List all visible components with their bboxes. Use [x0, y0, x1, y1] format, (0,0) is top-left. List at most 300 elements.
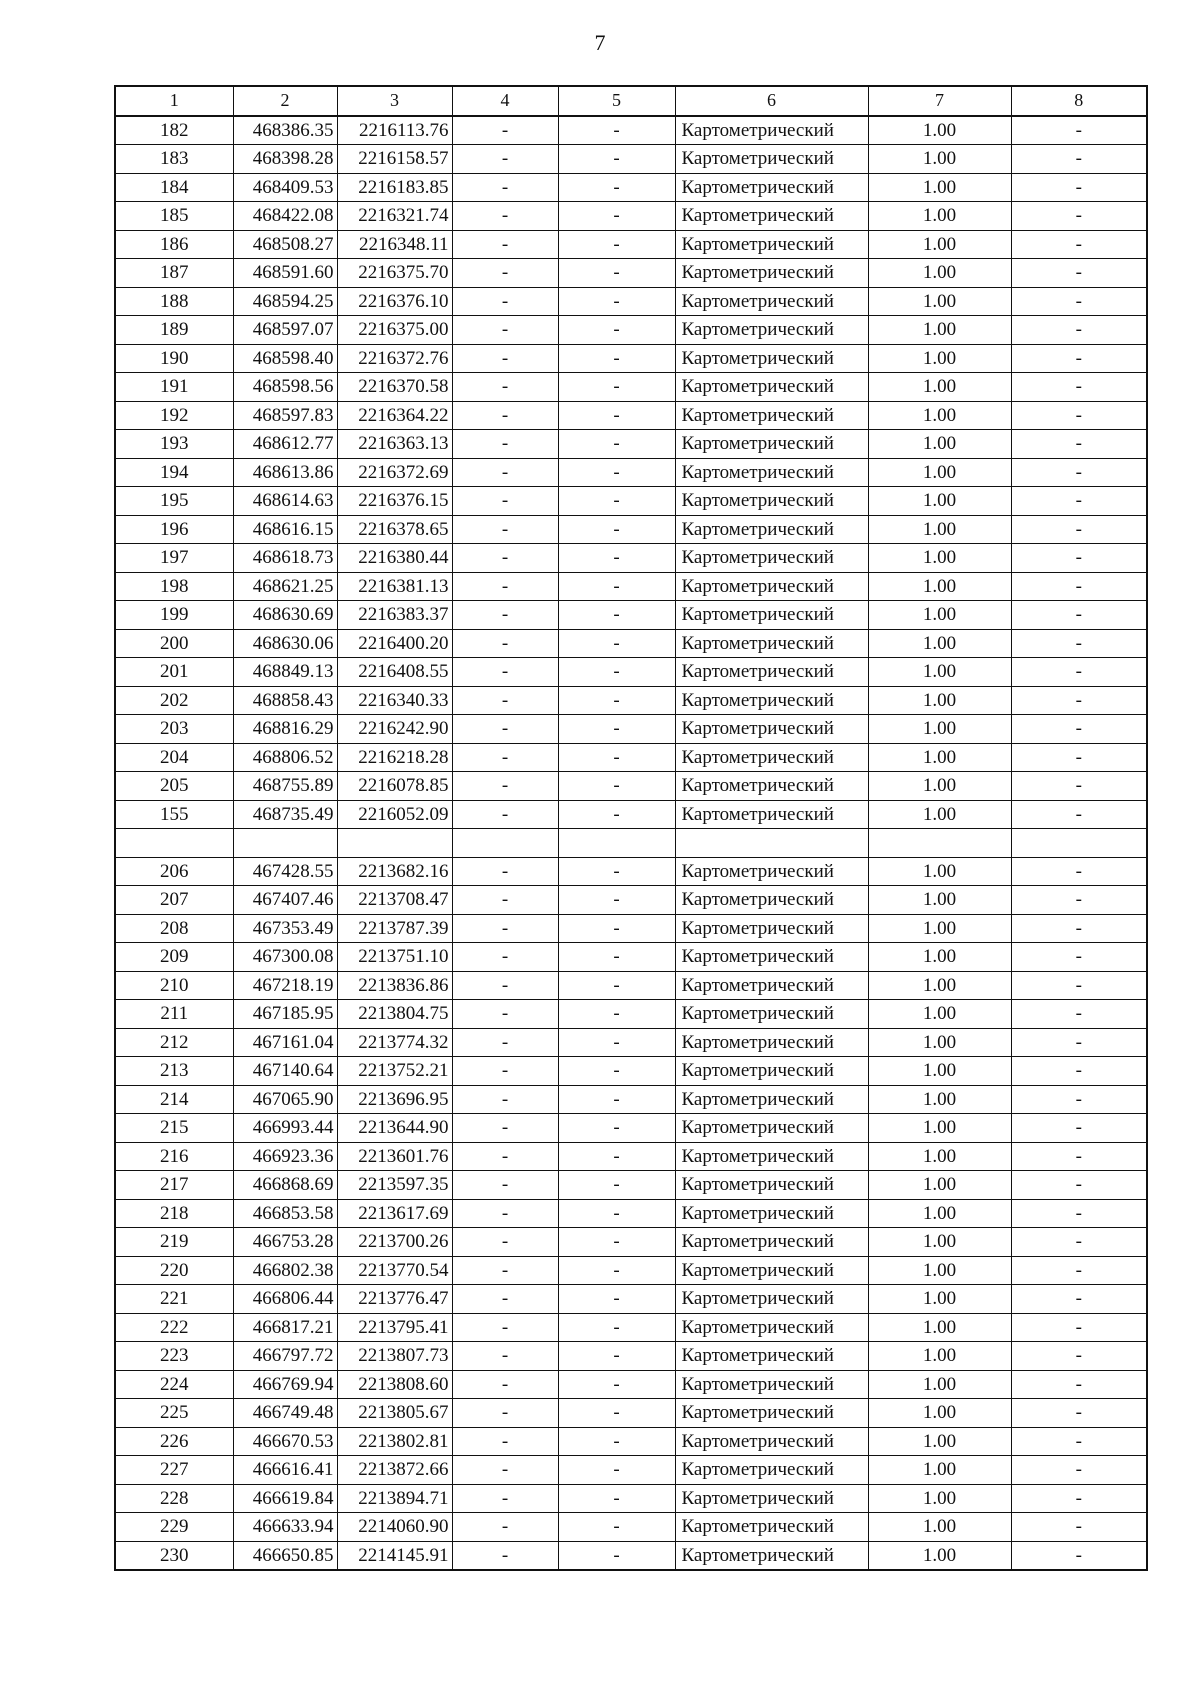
accuracy-cell: 1.00 [868, 1000, 1011, 1029]
column-5-cell: - [558, 629, 675, 658]
y-coordinate-cell: 2213802.81 [337, 1427, 452, 1456]
column-8-cell: - [1011, 1000, 1147, 1029]
table-row [115, 1399, 1147, 1428]
column-8-cell: - [1011, 943, 1147, 972]
accuracy-cell: 1.00 [868, 316, 1011, 345]
method-cell: Картометрический [675, 1199, 868, 1228]
accuracy-cell: 1.00 [868, 1342, 1011, 1371]
accuracy-cell: 1.00 [868, 1142, 1011, 1171]
method-cell: Картометрический [675, 743, 868, 772]
point-number-cell: 185 [115, 202, 233, 231]
x-coordinate-cell: 466853.58 [233, 1199, 337, 1228]
table-row [115, 458, 1147, 487]
column-5-cell: - [558, 971, 675, 1000]
point-number-cell: 208 [115, 914, 233, 943]
y-coordinate-cell: 2213644.90 [337, 1114, 452, 1143]
y-coordinate-cell: 2213696.95 [337, 1085, 452, 1114]
method-cell: Картометрический [675, 1342, 868, 1371]
column-5-cell: - [558, 1541, 675, 1570]
column-4-cell: - [452, 772, 558, 801]
column-4-cell: - [452, 629, 558, 658]
column-8-cell: - [1011, 458, 1147, 487]
column-5-cell: - [558, 686, 675, 715]
column-5-cell: - [558, 544, 675, 573]
accuracy-cell: 1.00 [868, 344, 1011, 373]
table-row [115, 1000, 1147, 1029]
column-4-cell: - [452, 743, 558, 772]
column-4-cell: - [452, 1114, 558, 1143]
x-coordinate-cell: 468598.40 [233, 344, 337, 373]
column-8-cell: - [1011, 344, 1147, 373]
column-4-cell: - [452, 572, 558, 601]
header-cell: 8 [1011, 86, 1147, 116]
x-coordinate-cell: 468613.86 [233, 458, 337, 487]
point-number-cell: 224 [115, 1370, 233, 1399]
accuracy-cell: 1.00 [868, 515, 1011, 544]
x-coordinate-cell: 466633.94 [233, 1513, 337, 1542]
y-coordinate-cell: 2216183.85 [337, 173, 452, 202]
accuracy-cell: 1.00 [868, 886, 1011, 915]
column-8-cell: - [1011, 800, 1147, 829]
column-8-cell: - [1011, 1456, 1147, 1485]
point-number-cell: 220 [115, 1256, 233, 1285]
point-number-cell: 198 [115, 572, 233, 601]
method-cell: Картометрический [675, 601, 868, 630]
accuracy-cell: 1.00 [868, 1427, 1011, 1456]
column-4-cell: - [452, 1142, 558, 1171]
x-coordinate-cell: 468849.13 [233, 658, 337, 687]
y-coordinate-cell: 2216372.69 [337, 458, 452, 487]
y-coordinate-cell: 2216375.00 [337, 316, 452, 345]
column-5-cell: - [558, 800, 675, 829]
y-coordinate-cell: 2214060.90 [337, 1513, 452, 1542]
table-row [115, 857, 1147, 886]
column-4-cell: - [452, 886, 558, 915]
column-5-cell: - [558, 1399, 675, 1428]
y-coordinate-cell: 2216376.10 [337, 287, 452, 316]
column-5-cell: - [558, 430, 675, 459]
column-8-cell: - [1011, 572, 1147, 601]
y-coordinate-cell: 2216113.76 [337, 116, 452, 145]
point-number-cell: 218 [115, 1199, 233, 1228]
x-coordinate-cell: 468614.63 [233, 487, 337, 516]
y-coordinate-cell: 2213807.73 [337, 1342, 452, 1371]
table-row [115, 1228, 1147, 1257]
column-4-cell: - [452, 344, 558, 373]
column-4-cell: - [452, 287, 558, 316]
x-coordinate-cell: 468597.07 [233, 316, 337, 345]
x-coordinate-cell: 468409.53 [233, 173, 337, 202]
accuracy-cell: 1.00 [868, 1399, 1011, 1428]
accuracy-cell: 1.00 [868, 800, 1011, 829]
x-coordinate-cell: 468597.83 [233, 401, 337, 430]
point-number-cell: 183 [115, 145, 233, 174]
column-4-cell: - [452, 458, 558, 487]
accuracy-cell: 1.00 [868, 1199, 1011, 1228]
column-8-cell: - [1011, 772, 1147, 801]
column-8-cell: - [1011, 487, 1147, 516]
column-8-cell: - [1011, 715, 1147, 744]
accuracy-cell: 1.00 [868, 572, 1011, 601]
column-4-cell: - [452, 943, 558, 972]
column-8-cell: - [1011, 116, 1147, 145]
point-number-cell: 187 [115, 259, 233, 288]
method-cell: Картометрический [675, 487, 868, 516]
column-5-cell: - [558, 1484, 675, 1513]
y-coordinate-cell: 2216408.55 [337, 658, 452, 687]
x-coordinate-cell: 466797.72 [233, 1342, 337, 1371]
column-5-cell: - [558, 1199, 675, 1228]
y-coordinate-cell: 2213700.26 [337, 1228, 452, 1257]
x-coordinate-cell: 467185.95 [233, 1000, 337, 1029]
column-4-cell [452, 829, 558, 858]
x-coordinate-cell: 468755.89 [233, 772, 337, 801]
table-row [115, 914, 1147, 943]
point-number-cell: 215 [115, 1114, 233, 1143]
column-8-cell: - [1011, 544, 1147, 573]
accuracy-cell: 1.00 [868, 1114, 1011, 1143]
column-5-cell: - [558, 1142, 675, 1171]
point-number-cell: 225 [115, 1399, 233, 1428]
column-8-cell: - [1011, 287, 1147, 316]
y-coordinate-cell: 2216158.57 [337, 145, 452, 174]
accuracy-cell: 1.00 [868, 1171, 1011, 1200]
accuracy-cell: 1.00 [868, 373, 1011, 402]
column-4-cell: - [452, 1171, 558, 1200]
x-coordinate-cell: 466650.85 [233, 1541, 337, 1570]
column-4-cell: - [452, 1228, 558, 1257]
column-8-cell: - [1011, 1541, 1147, 1570]
column-8-cell: - [1011, 914, 1147, 943]
table-row [115, 430, 1147, 459]
method-cell: Картометрический [675, 458, 868, 487]
column-8-cell: - [1011, 1085, 1147, 1114]
column-8-cell: - [1011, 401, 1147, 430]
column-5-cell: - [558, 458, 675, 487]
point-number-cell: 227 [115, 1456, 233, 1485]
method-cell: Картометрический [675, 316, 868, 345]
method-cell: Картометрический [675, 686, 868, 715]
x-coordinate-cell: 467407.46 [233, 886, 337, 915]
table-row [115, 658, 1147, 687]
column-5-cell: - [558, 1228, 675, 1257]
column-8-cell [1011, 829, 1147, 858]
column-5-cell: - [558, 173, 675, 202]
method-cell: Картометрический [675, 1541, 868, 1570]
method-cell: Картометрический [675, 173, 868, 202]
point-number-cell: 216 [115, 1142, 233, 1171]
point-number-cell: 197 [115, 544, 233, 573]
x-coordinate-cell: 466619.84 [233, 1484, 337, 1513]
method-cell: Картометрический [675, 715, 868, 744]
accuracy-cell: 1.00 [868, 1256, 1011, 1285]
point-number-cell: 193 [115, 430, 233, 459]
column-4-cell: - [452, 230, 558, 259]
column-4-cell: - [452, 1028, 558, 1057]
point-number-cell: 204 [115, 743, 233, 772]
x-coordinate-cell: 467300.08 [233, 943, 337, 972]
column-4-cell: - [452, 544, 558, 573]
method-cell: Картометрический [675, 800, 868, 829]
table-row [115, 316, 1147, 345]
accuracy-cell: 1.00 [868, 1285, 1011, 1314]
column-4-cell: - [452, 202, 558, 231]
header-cell: 5 [558, 86, 675, 116]
point-number-cell: 223 [115, 1342, 233, 1371]
point-number-cell: 195 [115, 487, 233, 516]
column-8-cell: - [1011, 515, 1147, 544]
column-8-cell: - [1011, 971, 1147, 1000]
method-cell: Картометрический [675, 1513, 868, 1542]
point-number-cell: 203 [115, 715, 233, 744]
method-cell: Картометрический [675, 914, 868, 943]
column-8-cell: - [1011, 658, 1147, 687]
accuracy-cell: 1.00 [868, 658, 1011, 687]
table-row [115, 601, 1147, 630]
accuracy-cell: 1.00 [868, 715, 1011, 744]
column-4-cell: - [452, 1000, 558, 1029]
table-row [115, 971, 1147, 1000]
x-coordinate-cell: 468594.25 [233, 287, 337, 316]
y-coordinate-cell: 2213787.39 [337, 914, 452, 943]
column-8-cell: - [1011, 202, 1147, 231]
column-4-cell: - [452, 316, 558, 345]
table-row [115, 344, 1147, 373]
column-8-cell: - [1011, 1142, 1147, 1171]
x-coordinate-cell: 467161.04 [233, 1028, 337, 1057]
accuracy-cell: 1.00 [868, 1370, 1011, 1399]
method-cell: Картометрический [675, 572, 868, 601]
y-coordinate-cell: 2213836.86 [337, 971, 452, 1000]
y-coordinate-cell: 2213808.60 [337, 1370, 452, 1399]
table-row [115, 487, 1147, 516]
column-5-cell: - [558, 1256, 675, 1285]
column-5-cell: - [558, 1313, 675, 1342]
table-row [115, 173, 1147, 202]
x-coordinate-cell: 468858.43 [233, 686, 337, 715]
accuracy-cell: 1.00 [868, 430, 1011, 459]
accuracy-cell: 1.00 [868, 173, 1011, 202]
column-4-cell: - [452, 715, 558, 744]
column-5-cell: - [558, 259, 675, 288]
table-row [115, 1171, 1147, 1200]
x-coordinate-cell: 466923.36 [233, 1142, 337, 1171]
column-5-cell: - [558, 373, 675, 402]
column-5-cell: - [558, 1427, 675, 1456]
point-number-cell: 209 [115, 943, 233, 972]
y-coordinate-cell: 2216375.70 [337, 259, 452, 288]
column-4-cell: - [452, 401, 558, 430]
column-4-cell: - [452, 1370, 558, 1399]
x-coordinate-cell: 468398.28 [233, 145, 337, 174]
point-number-cell: 191 [115, 373, 233, 402]
column-5-cell: - [558, 230, 675, 259]
table-row [115, 686, 1147, 715]
method-cell: Картометрический [675, 515, 868, 544]
column-4-cell: - [452, 1199, 558, 1228]
method-cell: Картометрический [675, 116, 868, 145]
x-coordinate-cell: 467428.55 [233, 857, 337, 886]
column-8-cell: - [1011, 1228, 1147, 1257]
table-row [115, 1142, 1147, 1171]
x-coordinate-cell: 468591.60 [233, 259, 337, 288]
y-coordinate-cell: 2216378.65 [337, 515, 452, 544]
accuracy-cell: 1.00 [868, 401, 1011, 430]
accuracy-cell: 1.00 [868, 202, 1011, 231]
point-number-cell [115, 829, 233, 858]
column-4-cell: - [452, 1085, 558, 1114]
column-5-cell: - [558, 1028, 675, 1057]
column-5-cell [558, 829, 675, 858]
column-4-cell: - [452, 658, 558, 687]
method-cell: Картометрический [675, 1427, 868, 1456]
y-coordinate-cell: 2216321.74 [337, 202, 452, 231]
method-cell: Картометрический [675, 202, 868, 231]
accuracy-cell: 1.00 [868, 230, 1011, 259]
table-row [115, 515, 1147, 544]
method-cell: Картометрический [675, 1285, 868, 1314]
y-coordinate-cell [337, 829, 452, 858]
method-cell: Картометрический [675, 1085, 868, 1114]
point-number-cell: 194 [115, 458, 233, 487]
point-number-cell: 155 [115, 800, 233, 829]
method-cell: Картометрический [675, 544, 868, 573]
accuracy-cell: 1.00 [868, 601, 1011, 630]
header-cell: 1 [115, 86, 233, 116]
column-8-cell: - [1011, 1399, 1147, 1428]
accuracy-cell: 1.00 [868, 145, 1011, 174]
accuracy-cell: 1.00 [868, 287, 1011, 316]
column-5-cell: - [558, 572, 675, 601]
column-8-cell: - [1011, 1057, 1147, 1086]
table-row [115, 373, 1147, 402]
column-8-cell: - [1011, 173, 1147, 202]
column-5-cell: - [558, 1114, 675, 1143]
y-coordinate-cell: 2216383.37 [337, 601, 452, 630]
accuracy-cell: 1.00 [868, 1228, 1011, 1257]
accuracy-cell: 1.00 [868, 1028, 1011, 1057]
table-row [115, 1199, 1147, 1228]
column-4-cell: - [452, 1399, 558, 1428]
column-5-cell: - [558, 287, 675, 316]
point-number-cell: 184 [115, 173, 233, 202]
column-4-cell: - [452, 1456, 558, 1485]
point-number-cell: 196 [115, 515, 233, 544]
header-cell: 3 [337, 86, 452, 116]
point-number-cell: 186 [115, 230, 233, 259]
column-8-cell: - [1011, 686, 1147, 715]
accuracy-cell: 1.00 [868, 686, 1011, 715]
header-cell: 4 [452, 86, 558, 116]
column-4-cell: - [452, 173, 558, 202]
point-number-cell: 200 [115, 629, 233, 658]
column-8-cell: - [1011, 1114, 1147, 1143]
column-4-cell: - [452, 686, 558, 715]
table-row [115, 116, 1147, 145]
column-4-cell: - [452, 914, 558, 943]
x-coordinate-cell: 467065.90 [233, 1085, 337, 1114]
y-coordinate-cell: 2213872.66 [337, 1456, 452, 1485]
method-cell: Картометрический [675, 1313, 868, 1342]
header-row [115, 86, 1147, 116]
column-5-cell: - [558, 914, 675, 943]
method-cell: Картометрический [675, 1000, 868, 1029]
y-coordinate-cell: 2213617.69 [337, 1199, 452, 1228]
x-coordinate-cell: 468630.06 [233, 629, 337, 658]
column-4-cell: - [452, 857, 558, 886]
table-row [115, 743, 1147, 772]
column-5-cell: - [558, 202, 675, 231]
table-row [115, 1057, 1147, 1086]
table-row [115, 715, 1147, 744]
column-5-cell: - [558, 857, 675, 886]
column-8-cell: - [1011, 857, 1147, 886]
column-8-cell: - [1011, 1370, 1147, 1399]
column-8-cell: - [1011, 1513, 1147, 1542]
x-coordinate-cell: 467218.19 [233, 971, 337, 1000]
page-number: 7 [594, 30, 606, 55]
method-cell: Картометрический [675, 430, 868, 459]
column-8-cell: - [1011, 743, 1147, 772]
header-cell: 7 [868, 86, 1011, 116]
table-row [115, 401, 1147, 430]
method-cell: Картометрический [675, 857, 868, 886]
table-row [115, 1313, 1147, 1342]
x-coordinate-cell: 466769.94 [233, 1370, 337, 1399]
column-5-cell: - [558, 515, 675, 544]
point-number-cell: 221 [115, 1285, 233, 1314]
point-number-cell: 189 [115, 316, 233, 345]
y-coordinate-cell: 2216348.11 [337, 230, 452, 259]
column-5-cell: - [558, 145, 675, 174]
column-8-cell: - [1011, 1484, 1147, 1513]
accuracy-cell: 1.00 [868, 259, 1011, 288]
y-coordinate-cell: 2213776.47 [337, 1285, 452, 1314]
y-coordinate-cell: 2213682.16 [337, 857, 452, 886]
table-row [115, 886, 1147, 915]
table-body [115, 116, 1147, 1571]
x-coordinate-cell: 468422.08 [233, 202, 337, 231]
y-coordinate-cell: 2213708.47 [337, 886, 452, 915]
column-8-cell: - [1011, 1342, 1147, 1371]
x-coordinate-cell: 468735.49 [233, 800, 337, 829]
column-5-cell: - [558, 886, 675, 915]
x-coordinate-cell: 467140.64 [233, 1057, 337, 1086]
table-row [115, 544, 1147, 573]
method-cell: Картометрический [675, 1456, 868, 1485]
column-5-cell: - [558, 344, 675, 373]
x-coordinate-cell [233, 829, 337, 858]
x-coordinate-cell: 468630.69 [233, 601, 337, 630]
column-5-cell: - [558, 1057, 675, 1086]
y-coordinate-cell: 2213774.32 [337, 1028, 452, 1057]
method-cell: Картометрический [675, 1028, 868, 1057]
method-cell: Картометрический [675, 145, 868, 174]
method-cell: Картометрический [675, 943, 868, 972]
table-row [115, 145, 1147, 174]
column-5-cell: - [558, 316, 675, 345]
column-4-cell: - [452, 601, 558, 630]
table-row [115, 1456, 1147, 1485]
x-coordinate-cell: 468386.35 [233, 116, 337, 145]
accuracy-cell: 1.00 [868, 1484, 1011, 1513]
table-row [115, 1256, 1147, 1285]
point-number-cell: 213 [115, 1057, 233, 1086]
table-row [115, 629, 1147, 658]
method-cell: Картометрический [675, 259, 868, 288]
point-number-cell: 205 [115, 772, 233, 801]
separator-row [115, 829, 1147, 858]
